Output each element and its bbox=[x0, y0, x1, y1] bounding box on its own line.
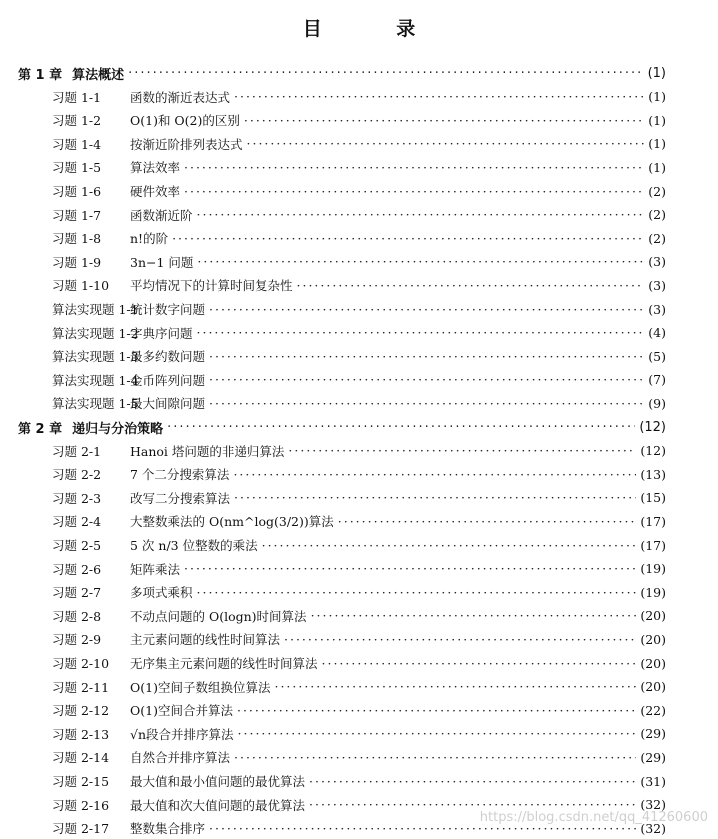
toc-entry-row[interactable] bbox=[0, 770, 718, 792]
toc-entry-number: 算法实现题 1-2 bbox=[52, 325, 139, 341]
toc-entry-row[interactable] bbox=[0, 746, 718, 768]
toc-leader-dots bbox=[128, 66, 643, 81]
watermark: https://blog.csdn.net/qq_41260600 bbox=[479, 810, 708, 825]
toc-leader-dots bbox=[297, 278, 645, 293]
toc-chapter-row[interactable] bbox=[0, 62, 718, 84]
toc-entry-row[interactable] bbox=[0, 251, 718, 273]
toc-page-number: (15) bbox=[640, 490, 666, 506]
toc-entry-title: Hanoi 塔问题的非递归算法 bbox=[130, 443, 285, 459]
toc-entry-row[interactable] bbox=[0, 133, 718, 155]
toc-entry-number: 习题 2-16 bbox=[52, 797, 110, 813]
toc-page-number: (12) bbox=[639, 419, 666, 435]
toc-page-number: (3) bbox=[648, 254, 666, 270]
toc-entry-title: 主元素问题的线性时间算法 bbox=[130, 632, 281, 648]
toc-entry-number: 习题 2-9 bbox=[52, 632, 102, 648]
toc-page-number: (7) bbox=[648, 372, 666, 388]
toc-entry-row[interactable] bbox=[0, 510, 718, 532]
toc-entry-row[interactable] bbox=[0, 463, 718, 485]
toc-page-number: (4) bbox=[648, 325, 666, 341]
toc-page-number: (19) bbox=[640, 561, 666, 577]
toc-entry-number: 第 2 章 bbox=[18, 421, 63, 437]
toc-page-number: (1) bbox=[647, 65, 666, 81]
toc-leader-dots bbox=[209, 372, 644, 387]
page-title: 目 录 bbox=[302, 18, 450, 40]
toc-page-number: (17) bbox=[640, 537, 666, 553]
toc-page-number: (9) bbox=[648, 395, 666, 411]
toc-entry-row[interactable] bbox=[0, 628, 718, 650]
toc-entry-number: 算法实现题 1-1 bbox=[52, 302, 139, 317]
toc-entry-title: 平均情况下的计算时间复杂性 bbox=[130, 278, 293, 294]
toc-entry-number: 习题 1-2 bbox=[52, 113, 102, 129]
toc-leader-dots bbox=[247, 136, 645, 151]
toc-entry-row[interactable] bbox=[0, 86, 718, 108]
toc-entry-title: √n段合并排序算法 bbox=[130, 726, 234, 742]
toc-page-number: (19) bbox=[640, 584, 666, 600]
toc-entry-title: 5 次 n/3 位整数的乘法 bbox=[130, 538, 258, 553]
toc-entry-number: 习题 2-14 bbox=[52, 750, 110, 766]
toc-page-number: (29) bbox=[640, 726, 666, 742]
toc-entry-number: 习题 2-6 bbox=[52, 561, 102, 577]
toc-page-number: (31) bbox=[640, 773, 666, 789]
toc-leader-dots bbox=[338, 514, 637, 529]
toc-entry-row[interactable] bbox=[0, 274, 718, 296]
toc-entry-row[interactable] bbox=[0, 487, 718, 509]
toc-page-number: (2) bbox=[648, 207, 666, 223]
toc-page-number: (29) bbox=[640, 749, 666, 765]
toc-entry-title: 矩阵乘法 bbox=[130, 561, 181, 577]
toc-page-number: (1) bbox=[648, 89, 666, 105]
toc-entry-title: 算法概述 bbox=[72, 67, 125, 83]
toc-entry-title: 函数渐近阶 bbox=[130, 207, 193, 223]
toc-leader-dots bbox=[209, 349, 644, 364]
toc-leader-dots bbox=[288, 443, 636, 458]
toc-leader-dots bbox=[311, 608, 637, 623]
toc-entry-title: O(1)和 O(2)的区别 bbox=[130, 113, 240, 129]
toc-entry-row[interactable] bbox=[0, 345, 718, 367]
toc-entry-row[interactable] bbox=[0, 652, 718, 674]
toc-leader-dots bbox=[234, 750, 636, 765]
toc-entry-number: 习题 1-4 bbox=[52, 136, 102, 152]
toc-entry-title: 按渐近阶排列表达式 bbox=[130, 136, 243, 152]
toc-entry-row[interactable] bbox=[0, 156, 718, 178]
toc-page-number: (13) bbox=[640, 466, 666, 482]
toc-entry-row[interactable] bbox=[0, 298, 718, 320]
toc-entry-number: 算法实现题 1-5 bbox=[52, 396, 139, 412]
toc-page-number: (32) bbox=[640, 820, 666, 836]
toc-entry-row[interactable] bbox=[0, 227, 718, 249]
toc-entry-number: 习题 2-8 bbox=[52, 608, 102, 624]
toc-page-number: (1) bbox=[648, 112, 666, 128]
toc-page-number: (1) bbox=[648, 159, 666, 175]
toc-entry-title: 最多约数问题 bbox=[130, 349, 206, 365]
toc-page-number: (20) bbox=[640, 608, 666, 624]
toc-page-number: (3) bbox=[648, 301, 666, 317]
toc-entry-number: 习题 2-10 bbox=[52, 656, 110, 671]
toc-entry-number: 习题 2-13 bbox=[52, 726, 110, 742]
toc-entry-row[interactable] bbox=[0, 676, 718, 698]
toc-entry-title: 改写二分搜索算法 bbox=[130, 490, 231, 506]
toc-leader-dots bbox=[309, 774, 636, 789]
toc-leader-dots bbox=[172, 231, 644, 246]
toc-entry-number: 算法实现题 1-3 bbox=[52, 349, 139, 365]
toc-leader-dots bbox=[184, 561, 636, 576]
toc-leader-dots bbox=[234, 490, 636, 505]
toc-entry-title: 算法效率 bbox=[130, 160, 181, 176]
toc-entry-row[interactable] bbox=[0, 180, 718, 202]
toc-page-number: (32) bbox=[640, 797, 666, 813]
toc-page-number: (22) bbox=[640, 702, 666, 718]
toc-entry-title: 整数集合排序 bbox=[130, 821, 206, 837]
toc-entry-number: 习题 1-8 bbox=[52, 231, 102, 247]
toc-entry-title: 统计数字问题 bbox=[130, 302, 206, 317]
toc-leader-dots bbox=[197, 254, 644, 269]
toc-entry-title: 大整数乘法的 O(nm^log(3/2))算法 bbox=[130, 514, 334, 530]
toc-entry-number: 习题 1-10 bbox=[52, 278, 110, 294]
toc-entry-title: 无序集主元素问题的线性时间算法 bbox=[130, 656, 318, 671]
toc-entry-row[interactable] bbox=[0, 204, 718, 226]
toc-entry-title: 3n−1 问题 bbox=[130, 254, 194, 270]
toc-leader-dots bbox=[238, 726, 637, 741]
toc-leader-dots bbox=[244, 113, 644, 128]
toc-entry-title: 函数的渐近表达式 bbox=[130, 89, 231, 105]
toc-entry-row[interactable] bbox=[0, 534, 718, 556]
toc-entry-number: 习题 2-5 bbox=[52, 538, 102, 553]
toc-entry-title: 最大值和最小值问题的最优算法 bbox=[130, 774, 306, 789]
toc-leader-dots bbox=[234, 89, 644, 104]
toc-entry-number: 习题 2-15 bbox=[52, 774, 110, 789]
toc-page-number: (3) bbox=[648, 277, 666, 293]
toc-leader-dots bbox=[274, 679, 636, 694]
toc-entry-number: 习题 1-5 bbox=[52, 160, 102, 176]
toc-entry-number: 习题 1-1 bbox=[52, 89, 102, 105]
toc-entry-row[interactable] bbox=[0, 392, 718, 414]
toc-entry-number: 习题 2-7 bbox=[52, 585, 102, 601]
toc-entry-number: 算法实现题 1-4 bbox=[52, 372, 139, 388]
toc-entry-number: 习题 2-17 bbox=[52, 821, 110, 837]
toc-entry-title: 硬件效率 bbox=[130, 184, 181, 199]
toc-page-number: (20) bbox=[640, 679, 666, 695]
toc-entry-number: 习题 2-3 bbox=[52, 490, 102, 506]
toc-page-number: (1) bbox=[648, 136, 666, 152]
toc-entry-number: 习题 2-11 bbox=[52, 679, 110, 695]
toc-entry-title: n!的阶 bbox=[130, 231, 169, 247]
toc-leader-dots bbox=[237, 703, 636, 718]
toc-entry-number: 习题 1-6 bbox=[52, 184, 102, 199]
toc-entry-number: 第 1 章 bbox=[18, 67, 63, 83]
toc-chapter-row[interactable] bbox=[0, 416, 718, 438]
toc-entry-title: 多项式乘积 bbox=[130, 585, 193, 601]
toc-entry-title: 字典序问题 bbox=[130, 325, 193, 341]
toc-entry-title: O(1)空间合并算法 bbox=[130, 703, 233, 719]
toc-entry-title: 最大值和次大值问题的最优算法 bbox=[130, 797, 306, 813]
toc-leader-dots bbox=[262, 538, 637, 553]
toc-entry-title: 自然合并排序算法 bbox=[130, 750, 231, 766]
toc-entry-row[interactable] bbox=[0, 723, 718, 745]
toc-leader-dots bbox=[233, 467, 636, 482]
toc-page-number: (5) bbox=[648, 348, 666, 364]
toc-page-number: (20) bbox=[640, 631, 666, 647]
toc-leader-dots bbox=[284, 632, 636, 647]
toc-entry-number: 习题 1-9 bbox=[52, 254, 102, 270]
toc-leader-dots bbox=[184, 160, 644, 175]
toc-entry-title: 不动点问题的 O(logn)时间算法 bbox=[130, 608, 307, 624]
toc-entry-number: 习题 2-4 bbox=[52, 514, 102, 530]
toc-leader-dots bbox=[322, 656, 637, 671]
toc-entry-row[interactable] bbox=[0, 605, 718, 627]
toc-entry-title: 递归与分治策略 bbox=[72, 421, 164, 437]
toc-entry-row[interactable] bbox=[0, 369, 718, 391]
toc-entry-title: 金币阵列问题 bbox=[130, 372, 206, 388]
toc-leader-dots bbox=[197, 585, 637, 600]
toc-page-number: (17) bbox=[640, 513, 666, 529]
toc-leader-dots bbox=[197, 325, 645, 340]
toc-leader-dots bbox=[184, 184, 644, 199]
toc-entry-title: 7 个二分搜索算法 bbox=[130, 467, 230, 483]
toc-entry-title: O(1)空间子数组换位算法 bbox=[130, 679, 271, 695]
toc-entry-row[interactable] bbox=[0, 699, 718, 721]
toc-page-number: (12) bbox=[640, 443, 666, 459]
toc-entry-number: 习题 1-7 bbox=[52, 207, 102, 223]
toc-entry-row[interactable] bbox=[0, 109, 718, 131]
toc-page-number: (20) bbox=[640, 655, 666, 671]
toc-entry-row[interactable] bbox=[0, 558, 718, 580]
toc-entry-row[interactable] bbox=[0, 581, 718, 603]
toc-leader-dots bbox=[167, 420, 635, 435]
toc-entry-row[interactable] bbox=[0, 322, 718, 344]
toc-leader-dots bbox=[209, 396, 644, 411]
toc-leader-dots bbox=[209, 302, 644, 317]
toc-entry-number: 习题 2-12 bbox=[52, 703, 110, 719]
toc-entry-row[interactable] bbox=[0, 440, 718, 462]
toc-page-number: (2) bbox=[648, 183, 666, 199]
toc-leader-dots bbox=[197, 207, 645, 222]
toc-entry-number: 习题 2-2 bbox=[52, 467, 102, 483]
toc-page-number: (2) bbox=[648, 230, 666, 246]
toc-entry-title: 最大间隙问题 bbox=[130, 396, 206, 412]
toc-entry-number: 习题 2-1 bbox=[52, 443, 102, 459]
